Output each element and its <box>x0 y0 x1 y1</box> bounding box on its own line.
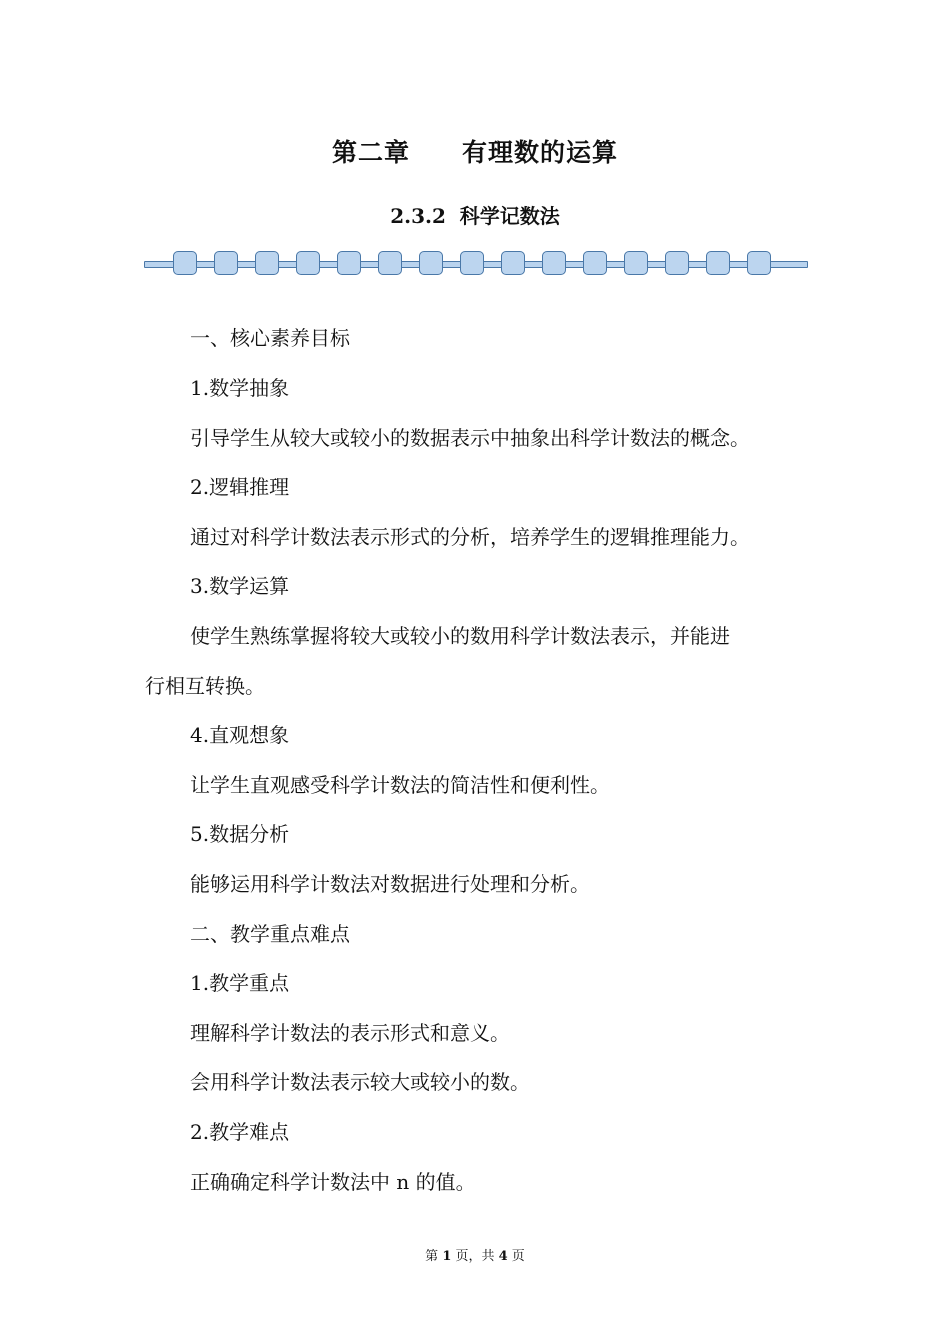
section-title: 2.3.2 科学记数法 <box>390 204 560 228</box>
body-text: 正确确定科学计数法中 n 的值。 <box>190 1170 476 1194</box>
chain-link <box>255 251 279 275</box>
item-heading: 4.直观想象 <box>190 723 290 747</box>
footer-suffix: 页 <box>507 1249 525 1264</box>
chain-link <box>665 251 689 275</box>
chain-link <box>542 251 566 275</box>
body-text: 会用科学计数法表示较大或较小的数。 <box>190 1070 530 1094</box>
body-text: 通过对科学计数法表示形式的分析，培养学生的逻辑推理能力。 <box>190 525 750 549</box>
chain-link <box>214 251 238 275</box>
section-heading-key-points: 二、教学重点难点 <box>190 922 350 946</box>
chain-link <box>624 251 648 275</box>
chapter-title: 第二章 有理数的运算 <box>331 138 618 167</box>
item-heading: 5.数据分析 <box>190 822 290 846</box>
chain-link <box>173 251 197 275</box>
item-heading: 2.逻辑推理 <box>190 475 290 499</box>
body-text: 理解科学计数法的表示形式和意义。 <box>190 1021 510 1045</box>
body-text: 使学生熟练掌握将较大或较小的数用科学计数法表示，并能进 <box>190 624 730 648</box>
footer-middle: 页，共 <box>451 1249 499 1264</box>
item-heading: 3.数学运算 <box>190 574 290 598</box>
decorative-chain-divider <box>144 251 808 277</box>
footer-prefix: 第 <box>425 1249 443 1264</box>
item-heading: 1.教学重点 <box>190 971 290 995</box>
chain-link <box>747 251 771 275</box>
chain-link <box>460 251 484 275</box>
body-text: 能够运用科学计数法对数据进行处理和分析。 <box>190 872 590 896</box>
chain-link <box>419 251 443 275</box>
chain-link <box>337 251 361 275</box>
section-heading-objectives: 一、核心素养目标 <box>190 326 350 350</box>
item-heading: 1.数学抽象 <box>190 376 290 400</box>
body-text: 让学生直观感受科学计数法的简洁性和便利性。 <box>190 773 610 797</box>
chain-link <box>296 251 320 275</box>
chain-link <box>501 251 525 275</box>
current-page-number: 1 <box>442 1249 452 1264</box>
body-text-continuation: 行相互转换。 <box>145 674 265 698</box>
body-text: 引导学生从较大或较小的数据表示中抽象出科学计数法的概念。 <box>190 426 750 450</box>
total-page-count: 4 <box>498 1249 508 1264</box>
page-footer <box>0 1245 950 1264</box>
chain-link <box>583 251 607 275</box>
chain-link <box>378 251 402 275</box>
chain-link <box>706 251 730 275</box>
item-heading: 2.教学难点 <box>190 1120 290 1144</box>
